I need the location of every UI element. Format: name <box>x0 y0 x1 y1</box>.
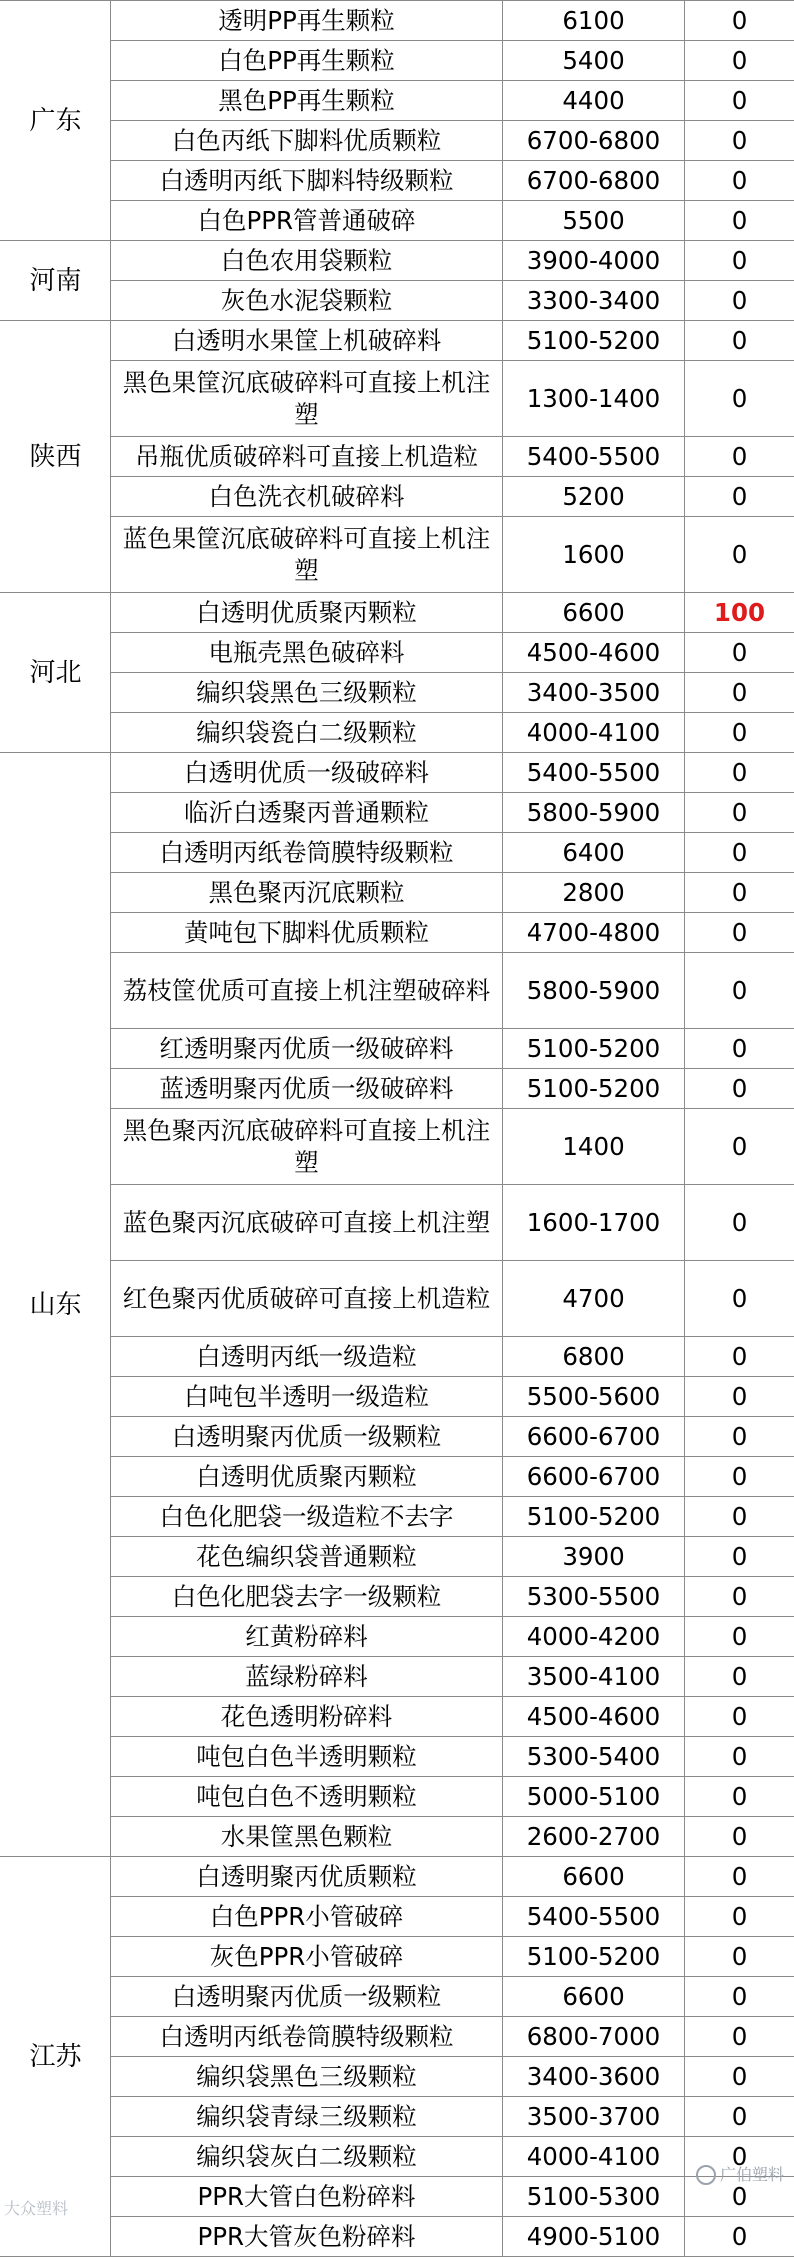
price-cell: 5400-5500 <box>503 437 685 477</box>
table-row <box>1 2017 794 2057</box>
change-cell: 0 <box>685 2137 794 2177</box>
change-cell: 0 <box>685 913 794 953</box>
product-cell: 白透明优质一级破碎料 <box>111 753 503 793</box>
product-cell: 白透明丙纸卷筒膜特级颗粒 <box>111 833 503 873</box>
product-cell: 白透明水果筐上机破碎料 <box>111 321 503 361</box>
change-cell: 100 <box>685 593 794 633</box>
table-row <box>1 1069 794 1109</box>
price-cell: 5500 <box>503 201 685 241</box>
table-row <box>1 593 794 633</box>
change-cell: 0 <box>685 1377 794 1417</box>
change-cell: 0 <box>685 241 794 281</box>
price-cell: 6600 <box>503 593 685 633</box>
price-cell: 5400-5500 <box>503 1897 685 1937</box>
table-row <box>1 477 794 517</box>
change-cell: 0 <box>685 321 794 361</box>
product-cell: 白透明聚丙优质一级颗粒 <box>111 1977 503 2017</box>
price-cell: 3900 <box>503 1537 685 1577</box>
price-cell: 6400 <box>503 833 685 873</box>
product-cell: 白色PPR管普通破碎 <box>111 201 503 241</box>
table-row <box>1 713 794 753</box>
price-cell: 5300-5400 <box>503 1737 685 1777</box>
price-cell: 5100-5200 <box>503 1029 685 1069</box>
table-row <box>1 833 794 873</box>
product-cell: 白透明优质聚丙颗粒 <box>111 593 503 633</box>
product-cell: 黑色聚丙沉底破碎料可直接上机注塑 <box>111 1109 503 1185</box>
product-cell: 白色化肥袋一级造粒不去字 <box>111 1497 503 1537</box>
table-row <box>1 81 794 121</box>
product-cell: 白透明丙纸下脚料特级颗粒 <box>111 161 503 201</box>
price-cell: 6800-7000 <box>503 2017 685 2057</box>
table-row <box>1 1417 794 1457</box>
product-cell: 蓝色聚丙沉底破碎可直接上机注塑 <box>111 1185 503 1261</box>
change-cell: 0 <box>685 713 794 753</box>
product-cell: 蓝绿粉碎料 <box>111 1657 503 1697</box>
change-cell: 0 <box>685 81 794 121</box>
price-cell: 5100-5200 <box>503 321 685 361</box>
change-cell: 0 <box>685 953 794 1029</box>
price-cell: 5000-5100 <box>503 1777 685 1817</box>
product-cell: 红黄粉碎料 <box>111 1617 503 1657</box>
table-row <box>1 2057 794 2097</box>
change-cell: 0 <box>685 517 794 593</box>
change-cell: 0 <box>685 1657 794 1697</box>
product-cell: 编织袋灰白二级颗粒 <box>111 2137 503 2177</box>
table-row <box>1 1457 794 1497</box>
price-cell: 2600-2700 <box>503 1817 685 1857</box>
change-cell: 0 <box>685 1417 794 1457</box>
change-cell: 0 <box>685 2017 794 2057</box>
table-row <box>1 1697 794 1737</box>
table-row <box>1 1109 794 1185</box>
change-cell: 0 <box>685 361 794 437</box>
price-cell: 5100-5200 <box>503 1937 685 1977</box>
table-row <box>1 321 794 361</box>
product-cell: 花色透明粉碎料 <box>111 1697 503 1737</box>
price-cell: 4000-4100 <box>503 713 685 753</box>
price-cell: 1600 <box>503 517 685 593</box>
product-cell: 白色化肥袋去字一级颗粒 <box>111 1577 503 1617</box>
table-row <box>1 1185 794 1261</box>
watermark-right <box>696 2162 784 2186</box>
product-cell: 红色聚丙优质破碎可直接上机造粒 <box>111 1261 503 1337</box>
change-cell: 0 <box>685 1857 794 1897</box>
change-cell: 0 <box>685 1457 794 1497</box>
product-cell: 吨包白色半透明颗粒 <box>111 1737 503 1777</box>
product-cell: 白透明聚丙优质颗粒 <box>111 1857 503 1897</box>
product-cell: 黑色PP再生颗粒 <box>111 81 503 121</box>
change-cell: 0 <box>685 1497 794 1537</box>
table-row <box>1 953 794 1029</box>
table-row <box>1 1537 794 1577</box>
wechat-icon <box>696 2165 716 2185</box>
product-cell: 花色编织袋普通颗粒 <box>111 1537 503 1577</box>
product-cell: 蓝透明聚丙优质一级破碎料 <box>111 1069 503 1109</box>
product-cell: 白透明优质聚丙颗粒 <box>111 1457 503 1497</box>
change-cell: 0 <box>685 161 794 201</box>
table-row <box>1 1261 794 1337</box>
product-cell: 水果筐黑色颗粒 <box>111 1817 503 1857</box>
change-cell: 0 <box>685 1817 794 1857</box>
product-cell: 编织袋瓷白二级颗粒 <box>111 713 503 753</box>
price-cell: 3400-3500 <box>503 673 685 713</box>
product-cell: 临沂白透聚丙普通颗粒 <box>111 793 503 833</box>
table-row <box>1 1497 794 1537</box>
price-cell: 6700-6800 <box>503 161 685 201</box>
product-cell: 黑色聚丙沉底颗粒 <box>111 873 503 913</box>
product-cell: 白透明丙纸一级造粒 <box>111 1337 503 1377</box>
product-cell: 黑色果筐沉底破碎料可直接上机注塑 <box>111 361 503 437</box>
table-row <box>1 517 794 593</box>
price-cell: 3300-3400 <box>503 281 685 321</box>
price-cell: 5400 <box>503 41 685 81</box>
price-cell: 5800-5900 <box>503 953 685 1029</box>
watermark-left-text: 大众塑料 <box>4 2199 68 2218</box>
price-cell: 4700 <box>503 1261 685 1337</box>
change-cell: 0 <box>685 1537 794 1577</box>
product-cell: 白透明丙纸卷筒膜特级颗粒 <box>111 2017 503 2057</box>
table-row <box>1 2177 794 2217</box>
table-row <box>1 1377 794 1417</box>
table-row <box>1 121 794 161</box>
change-cell: 0 <box>685 753 794 793</box>
table-row <box>1 1897 794 1937</box>
change-cell: 0 <box>685 1897 794 1937</box>
change-cell: 0 <box>685 1577 794 1617</box>
product-cell: 白色丙纸下脚料优质颗粒 <box>111 121 503 161</box>
change-cell: 0 <box>685 1937 794 1977</box>
table-row <box>1 1337 794 1377</box>
product-cell: 白色PPR小管破碎 <box>111 1897 503 1937</box>
change-cell: 0 <box>685 1737 794 1777</box>
table-row <box>1 673 794 713</box>
product-cell: 灰色水泥袋颗粒 <box>111 281 503 321</box>
price-cell: 4400 <box>503 81 685 121</box>
change-cell: 0 <box>685 1185 794 1261</box>
change-cell: 0 <box>685 437 794 477</box>
table-row <box>1 1937 794 1977</box>
change-cell: 0 <box>685 1029 794 1069</box>
price-cell: 3500-3700 <box>503 2097 685 2137</box>
product-cell: 编织袋青绿三级颗粒 <box>111 2097 503 2137</box>
province-cell: 河北 <box>1 593 111 753</box>
price-cell: 1600-1700 <box>503 1185 685 1261</box>
change-cell: 0 <box>685 477 794 517</box>
table-row <box>1 1617 794 1657</box>
price-cell: 4700-4800 <box>503 913 685 953</box>
table-row <box>1 1029 794 1069</box>
product-cell: 编织袋黑色三级颗粒 <box>111 2057 503 2097</box>
change-cell: 0 <box>685 1977 794 2017</box>
change-cell: 0 <box>685 41 794 81</box>
product-cell: 透明PP再生颗粒 <box>111 1 503 41</box>
change-cell: 0 <box>685 1109 794 1185</box>
table-row <box>1 1817 794 1857</box>
change-cell: 0 <box>685 2097 794 2137</box>
product-cell: 白色PP再生颗粒 <box>111 41 503 81</box>
price-cell: 4000-4100 <box>503 2137 685 2177</box>
product-cell: PPR大管白色粉碎料 <box>111 2177 503 2217</box>
price-cell: 3900-4000 <box>503 241 685 281</box>
table-row <box>1 241 794 281</box>
table-row <box>1 1657 794 1697</box>
change-cell: 0 <box>685 1261 794 1337</box>
table-row <box>1 913 794 953</box>
table-row <box>1 1857 794 1897</box>
product-cell: 白透明聚丙优质一级颗粒 <box>111 1417 503 1457</box>
table-row <box>1 633 794 673</box>
change-cell: 0 <box>685 2057 794 2097</box>
change-cell: 0 <box>685 1697 794 1737</box>
price-cell: 5100-5300 <box>503 2177 685 2217</box>
change-cell: 0 <box>685 121 794 161</box>
product-cell: 蓝色果筐沉底破碎料可直接上机注塑 <box>111 517 503 593</box>
price-cell: 5100-5200 <box>503 1069 685 1109</box>
product-cell: 吊瓶优质破碎料可直接上机造粒 <box>111 437 503 477</box>
price-cell: 1400 <box>503 1109 685 1185</box>
table-row <box>1 753 794 793</box>
table-row <box>1 1777 794 1817</box>
change-cell: 0 <box>685 1069 794 1109</box>
table-row <box>1 1977 794 2017</box>
watermark-left <box>4 2196 68 2219</box>
table-row <box>1 1737 794 1777</box>
table-row <box>1 2097 794 2137</box>
change-cell: 0 <box>685 2217 794 2257</box>
table-row <box>1 281 794 321</box>
change-cell: 0 <box>685 201 794 241</box>
table-row <box>1 793 794 833</box>
price-cell: 5100-5200 <box>503 1497 685 1537</box>
price-cell: 4500-4600 <box>503 1697 685 1737</box>
price-cell: 5800-5900 <box>503 793 685 833</box>
change-cell: 0 <box>685 1337 794 1377</box>
table-row <box>1 1577 794 1617</box>
product-cell: 吨包白色不透明颗粒 <box>111 1777 503 1817</box>
table-row <box>1 41 794 81</box>
price-cell: 5500-5600 <box>503 1377 685 1417</box>
price-cell: 3400-3600 <box>503 2057 685 2097</box>
product-cell: 荔枝筐优质可直接上机注塑破碎料 <box>111 953 503 1029</box>
product-cell: 红透明聚丙优质一级破碎料 <box>111 1029 503 1069</box>
province-cell: 陕西 <box>1 321 111 593</box>
table-row <box>1 361 794 437</box>
product-cell: 白吨包半透明一级造粒 <box>111 1377 503 1417</box>
province-cell: 河南 <box>1 241 111 321</box>
change-cell: 0 <box>685 873 794 913</box>
price-cell: 6100 <box>503 1 685 41</box>
table-row <box>1 437 794 477</box>
price-cell: 6700-6800 <box>503 121 685 161</box>
table-row <box>1 2217 794 2257</box>
product-cell: 灰色PPR小管破碎 <box>111 1937 503 1977</box>
product-cell: 白色洗衣机破碎料 <box>111 477 503 517</box>
product-cell: 白色农用袋颗粒 <box>111 241 503 281</box>
change-cell: 0 <box>685 1777 794 1817</box>
price-cell: 3500-4100 <box>503 1657 685 1697</box>
product-cell: 编织袋黑色三级颗粒 <box>111 673 503 713</box>
change-cell: 0 <box>685 281 794 321</box>
price-cell: 5200 <box>503 477 685 517</box>
table-row <box>1 201 794 241</box>
change-cell: 0 <box>685 673 794 713</box>
price-cell: 5400-5500 <box>503 753 685 793</box>
product-cell: 黄吨包下脚料优质颗粒 <box>111 913 503 953</box>
change-cell: 0 <box>685 1617 794 1657</box>
table-row <box>1 873 794 913</box>
price-cell: 6600 <box>503 1857 685 1897</box>
province-cell: 广东 <box>1 1 111 241</box>
price-cell: 2800 <box>503 873 685 913</box>
price-cell: 6600-6700 <box>503 1457 685 1497</box>
price-cell: 4000-4200 <box>503 1617 685 1657</box>
table-row <box>1 1 794 41</box>
change-cell: 0 <box>685 1 794 41</box>
watermark-right-text: 广伯塑料 <box>720 2165 784 2184</box>
product-cell: PPR大管灰色粉碎料 <box>111 2217 503 2257</box>
price-cell: 6800 <box>503 1337 685 1377</box>
price-cell: 6600-6700 <box>503 1417 685 1457</box>
price-cell: 4500-4600 <box>503 633 685 673</box>
province-cell: 山东 <box>1 753 111 1857</box>
change-cell: 0 <box>685 2177 794 2217</box>
price-cell: 6600 <box>503 1977 685 2017</box>
province-cell: 江苏 <box>1 1857 111 2257</box>
change-cell: 0 <box>685 793 794 833</box>
price-cell: 4900-5100 <box>503 2217 685 2257</box>
table-row <box>1 161 794 201</box>
change-cell: 0 <box>685 833 794 873</box>
price-cell: 1300-1400 <box>503 361 685 437</box>
price-cell: 5300-5500 <box>503 1577 685 1617</box>
change-cell: 0 <box>685 633 794 673</box>
table-row <box>1 2137 794 2177</box>
product-cell: 电瓶壳黑色破碎料 <box>111 633 503 673</box>
